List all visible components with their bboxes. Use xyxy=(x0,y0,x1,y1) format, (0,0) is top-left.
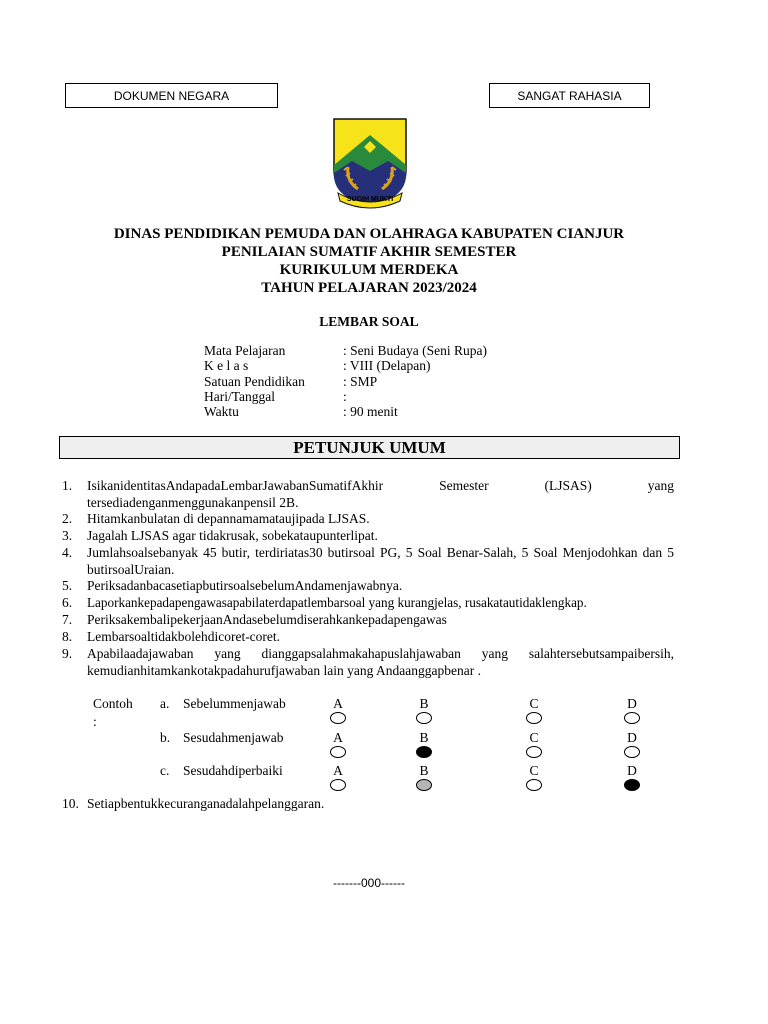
answer-bubble-c[interactable] xyxy=(526,746,542,758)
option-letter: D xyxy=(627,696,637,711)
info-value: : Seni Budaya (Seni Rupa) xyxy=(343,343,487,358)
instruction-text: Jagalah LJSAS agar tidakrusak, sobekataupunterlipat. xyxy=(87,528,378,543)
instruction-item xyxy=(62,510,674,527)
option-letter: D xyxy=(627,763,637,778)
instruction-item xyxy=(62,527,674,544)
info-value: : 90 menit xyxy=(343,404,398,419)
info-value: : xyxy=(343,389,347,404)
secrecy-label: SANGAT RAHASIA xyxy=(489,83,650,108)
document-classification-label: DOKUMEN NEGARA xyxy=(65,83,278,108)
example-row-text: Sesudahmenjawab xyxy=(183,730,284,745)
option-letter: B xyxy=(419,696,429,711)
info-value: : VIII (Delapan) xyxy=(343,358,431,373)
academic-year-title: TAHUN PELAJARAN 2023/2024 xyxy=(261,280,477,296)
instruction-text: IsikanidentitasAndapadaLembarJawabanSumatifAkhir Semester (LJSAS) yang tersediadenganmenggunakanpensil 2B. xyxy=(87,478,674,510)
curriculum-title: KURIKULUM MERDEKA xyxy=(279,262,459,278)
option-letter: A xyxy=(333,730,343,745)
answer-bubble-b[interactable] xyxy=(416,712,432,724)
instruction-item xyxy=(62,577,674,594)
instruction-text: Hitamkanbulatan di depannamamataujipada LJSAS. xyxy=(87,511,370,526)
instruction-number: 10. xyxy=(62,796,79,811)
option-letter: B xyxy=(419,730,429,745)
answer-bubble-a[interactable] xyxy=(330,779,346,791)
instruction-number: 5. xyxy=(62,578,73,593)
answer-bubble-d[interactable] xyxy=(624,712,640,724)
instruction-text: Apabilaadajawaban yang dianggapsalahmakahapuslahjawaban yang salahtersebutsampaibersih, kemudianhitamkankotakpadahurufjawaban lain yang Andaanggapbenar . xyxy=(87,646,674,678)
instruction-number: 9. xyxy=(62,646,73,661)
info-label: Waktu xyxy=(204,404,239,419)
option-letter: B xyxy=(419,763,429,778)
example-marker: b. xyxy=(160,730,171,745)
instruction-number: 6. xyxy=(62,595,73,610)
answer-bubble-c[interactable] xyxy=(526,779,542,791)
sheet-title: LEMBAR SOAL xyxy=(319,314,419,329)
option-letter: A xyxy=(333,763,343,778)
crest-motto: SUGIH MUKTI xyxy=(346,196,394,203)
general-instructions-banner: PETUNJUK UMUM xyxy=(59,436,680,459)
info-value: : SMP xyxy=(343,374,378,389)
assessment-title: PENILAIAN SUMATIF AKHIR SEMESTER xyxy=(221,244,517,260)
answer-bubble-d[interactable] xyxy=(624,779,640,791)
option-letter: C xyxy=(529,696,539,711)
instruction-item xyxy=(62,611,674,628)
example-colon: : xyxy=(93,714,97,729)
instruction-item xyxy=(62,795,674,812)
info-label: Satuan Pendidikan xyxy=(204,374,305,389)
instruction-number: 2. xyxy=(62,511,73,526)
instruction-item xyxy=(62,544,674,578)
instruction-text: Setiapbentukkecuranganadalahpelanggaran. xyxy=(87,796,325,811)
example-label: Contoh xyxy=(93,696,133,711)
instruction-text: Jumlahsoalsebanyak 45 butir, terdiriatas30 butirsoal PG, 5 Soal Benar-Salah, 5 Soal Menjodohkan dan 5 butirsoalUraian. xyxy=(87,545,674,577)
end-marker: -------000------ xyxy=(333,876,405,890)
instruction-number: 8. xyxy=(62,629,73,644)
option-letter: A xyxy=(333,696,343,711)
instruction-number: 4. xyxy=(62,545,73,560)
example-marker: a. xyxy=(160,696,170,711)
instruction-number: 1. xyxy=(62,478,73,493)
answer-bubble-b[interactable] xyxy=(416,746,432,758)
answer-bubble-a[interactable] xyxy=(330,712,346,724)
instruction-text: Lembarsoaltidakbolehdicoret-coret. xyxy=(87,629,281,644)
info-label: Hari/Tanggal xyxy=(204,389,276,404)
instruction-text: PeriksakembalipekerjaanAndasebelumdiserahkankepadapengawas xyxy=(87,612,447,627)
instruction-item xyxy=(62,477,674,511)
answer-bubble-b[interactable] xyxy=(416,779,432,791)
example-marker: c. xyxy=(160,763,170,778)
instruction-item xyxy=(62,645,674,679)
example-row-text: Sebelummenjawab xyxy=(183,696,286,711)
info-label: Mata Pelajaran xyxy=(204,343,286,358)
instruction-number: 3. xyxy=(62,528,73,543)
option-letter: C xyxy=(529,763,539,778)
instruction-number: 7. xyxy=(62,612,73,627)
info-label: K e l a s xyxy=(204,358,249,373)
answer-bubble-a[interactable] xyxy=(330,746,346,758)
option-letter: C xyxy=(529,730,539,745)
instruction-text: PeriksadanbacasetiapbutirsoalsebelumAndamenjawabnya. xyxy=(87,578,403,593)
example-row-text: Sesudahdiperbaiki xyxy=(183,763,283,778)
institution-title: DINAS PENDIDIKAN PEMUDA DAN OLAHRAGA KABUPATEN CIANJUR xyxy=(113,226,625,242)
instruction-item xyxy=(62,594,674,611)
answer-bubble-d[interactable] xyxy=(624,746,640,758)
instruction-item xyxy=(62,628,674,645)
instruction-text: Laporkankepadapengawasapabilaterdapatlembarsoal yang kurangjelas, rusakatautidaklengkap. xyxy=(87,595,587,610)
option-letter: D xyxy=(627,730,637,745)
answer-bubble-c[interactable] xyxy=(526,712,542,724)
